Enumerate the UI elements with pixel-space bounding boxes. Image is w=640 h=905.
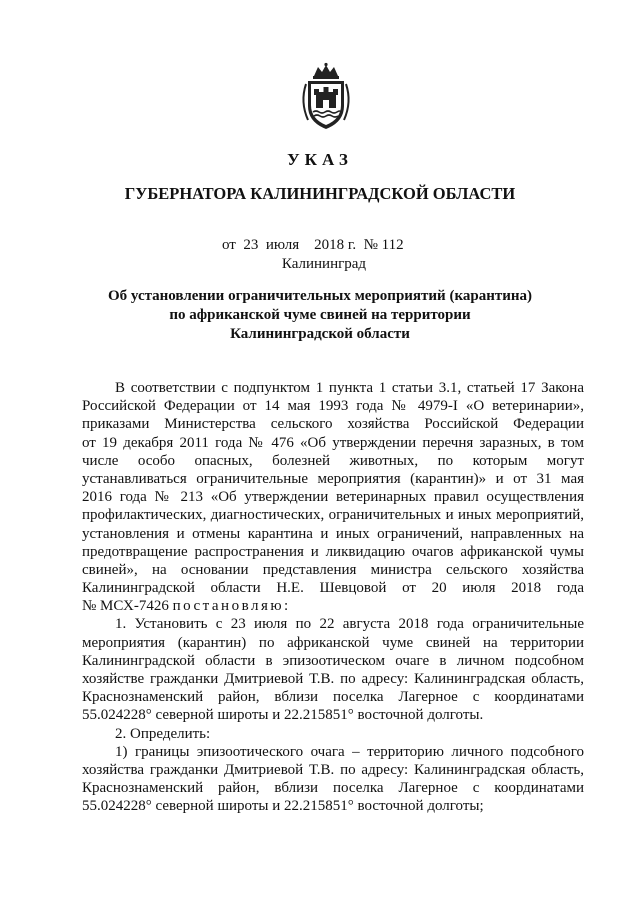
body-line: 55.024228° северной широты и 22.215851° восточной долготы; <box>82 798 484 815</box>
date-year: 2018 г. <box>314 237 357 253</box>
body-line: приказами Министерства сельского хозяйства Российской Федерации <box>82 416 584 433</box>
body-line: 1. Установить с 23 июля по 22 августа 2018 года ограничительные <box>115 616 584 633</box>
body-line: В соответствии с подпунктом 1 пункта 1 статьи 3.1, статьей 17 Закона <box>115 380 584 396</box>
decree-body <box>82 379 584 816</box>
body-line: хозяйства гражданки Дмитриевой Т.В. по адресу: Калининградская область, <box>82 761 584 778</box>
body-line: мероприятия (карантин) по африканской чуме свиней на территории <box>82 634 584 651</box>
body-line: свиней», на основании представления министра сельского хозяйства <box>82 561 584 578</box>
decree-number: 112 <box>381 237 404 253</box>
coat-of-arms-emblem <box>298 62 354 132</box>
postanovlyayu-word: постановляю: <box>172 598 291 615</box>
body-line: Краснознаменский район, вблизи поселка Лагерное с координатами <box>82 689 584 706</box>
order-number: № МСХ-7426 <box>82 598 169 615</box>
body-line: 2. Определить: <box>115 725 211 742</box>
body-line: 55.024228° северной широты и 22.215851° восточной долготы. <box>82 707 484 724</box>
title-line: по африканской чуме свиней на территории <box>169 307 471 323</box>
decree-heading: УКАЗ <box>287 150 353 169</box>
body-line: профилактических, диагностических, ограничительных и иных мероприятий, <box>82 507 584 524</box>
title-line: Калининградской области <box>230 326 410 342</box>
body-line: хозяйстве гражданки Дмитриевой Т.В. по адресу: Калининградская область, <box>82 671 584 687</box>
number-sign: № <box>363 237 378 253</box>
body-line: числе особо опасных, болезней животных, по которым могут <box>82 452 584 469</box>
body-line: установления и отмены карантина и иных ограничений, направленных на <box>82 525 584 542</box>
body-line-resolution <box>82 597 584 615</box>
body-line: 1) границы эпизоотического очага – территорию личного подсобного <box>115 743 584 760</box>
title-line: Об установлении ограничительных мероприятий (карантина) <box>107 288 532 304</box>
date-month: июля <box>265 237 300 253</box>
body-line: Краснознаменский район, вблизи поселка Лагерное с координатами <box>82 780 584 797</box>
city-name: Калининград <box>281 256 367 272</box>
decree-date-line <box>222 237 404 254</box>
body-line: устанавливаться ограничительные мероприятия (карантин)» и от 31 мая <box>82 470 584 487</box>
body-line: Калининградской области в эпизоотическом очаге в личном подсобном <box>82 652 584 669</box>
date-day: 23 <box>243 237 259 253</box>
issuer-heading: ГУБЕРНАТОРА КАЛИНИНГРАДСКОЙ ОБЛАСТИ <box>124 184 516 203</box>
body-line: от 19 декабря 2011 года № 476 «Об утверждении перечня заразных, в том <box>82 434 584 451</box>
body-line: Калининградской области Н.Е. Шевцовой от 20 июля 2018 года <box>82 580 584 597</box>
body-line: предотвращение распространения и ликвидацию очагов африканской чумы <box>82 543 584 560</box>
date-prefix: от <box>222 237 236 253</box>
body-line: 2016 года № 213 «Об утверждении ветеринарных правил осуществления <box>82 489 584 506</box>
body-line: Российской Федерации от 14 мая 1993 года № 4979-I «О ветеринарии», <box>82 398 584 415</box>
decree-title <box>0 287 640 344</box>
